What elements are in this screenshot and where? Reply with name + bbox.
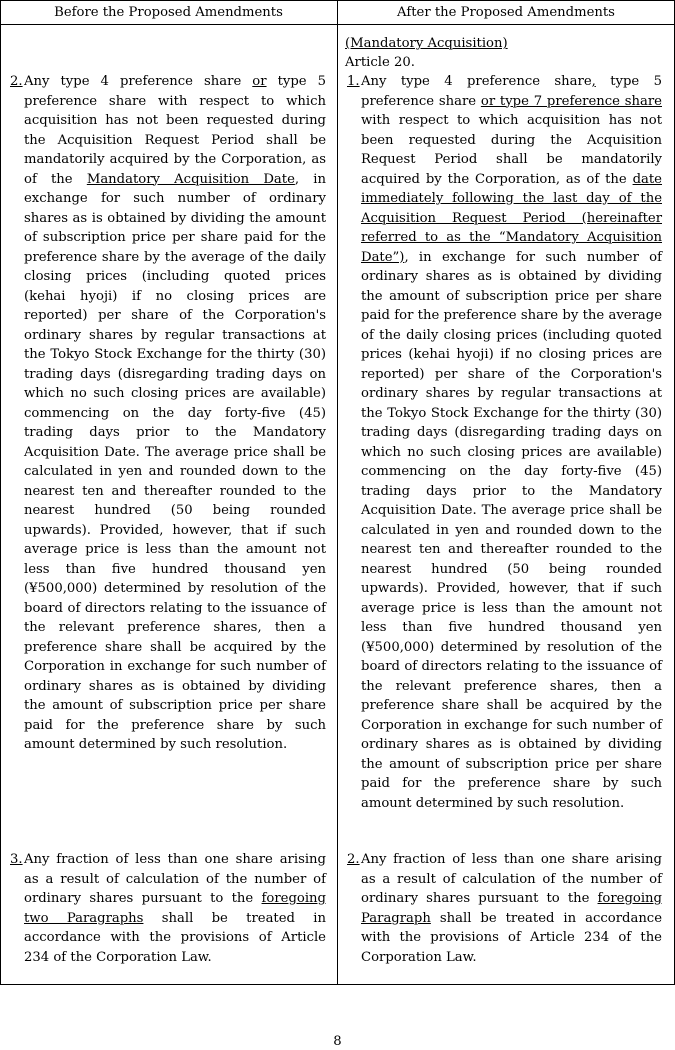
after-paragraph-2	[347, 850, 662, 967]
paragraph-number: 1.	[347, 74, 360, 89]
underlined-text: foregoing Paragraph	[361, 891, 662, 926]
text: type 5 preference share with respect to which acquisition has not been requested during the Acquisition Request Period shall be mandatorily acquired by the Corporation, as of the	[24, 74, 326, 187]
text: , in exchange for such number of ordinary shares as is obtained by dividing the amount of subscription price per share paid for the preference share by the average of the daily closing prices (including quoted prices (kehai hyoji) if no closing prices are reported) per share of the Corporation's ordinary shares by regular transactions at the Tokyo Stock Exchange for the thirty (30) trading days (disregarding trading days on which no such closing prices are available) commencing on the day forty-five (45) trading days prior to the Mandatory Acquisition Date. The average price shall be calculated in yen and rounded down to the nearest ten and thereafter rounded to the nearest hundred (50 being rounded upwards). Provided, however, that if such average price is less than the amount not less than five hundred thousand yen (¥500,000) determined by resolution of the board of directors relating to the issuance of the relevant preference shares, then a preference share shall be acquired by the Corporation in exchange for such number of ordinary shares as is obtained by dividing the amount of subscription price per share paid for the preference share by such amount determined by such resolution.	[24, 171, 326, 752]
before-paragraph-3	[10, 850, 326, 967]
column-divider	[337, 0, 338, 984]
text: shall be treated in accordance with the provisions of Article 234 of the Corporation Law.	[24, 910, 326, 965]
text: Any fraction of less than one share arising as a result of calculation of the number of ordinary shares pursuant to the	[24, 852, 326, 906]
paragraph-number: 3.	[10, 852, 23, 867]
text: Any type 4 preference share	[24, 74, 253, 89]
after-paragraph-1	[347, 72, 662, 813]
article-number: Article 20.	[345, 55, 415, 70]
header-before: Before the Proposed Amendments	[54, 5, 283, 20]
text: Any type 4 preference share	[361, 74, 592, 89]
text: Any fraction of less than one share arising as a result of calculation of the number of ordinary shares pursuant to the	[361, 852, 662, 906]
underlined-text: Mandatory Acquisition Date	[86, 171, 295, 187]
article-heading	[345, 34, 508, 54]
paragraph-number: 2.	[10, 74, 23, 89]
text: shall be treated in accordance with the provisions of Article 234 of the Corporation Law.	[361, 910, 662, 965]
page-number: 8	[333, 1034, 342, 1049]
text: , in exchange for such number of ordinary shares as is obtained by dividing the amount of subscription price per share paid for the preference share by the average of the daily closing prices (including quoted prices (kehai hyoji) if no closing prices are reported) per share of the Corporation's ordinary shares by regular transactions at the Tokyo Stock Exchange for the thirty (30) trading days (disregarding trading days on which no such closing prices are available) commencing on the day forty-five (45) trading days prior to the Mandatory Acquisition Date. The average price shall be calculated in yen and rounded down to the nearest ten and thereafter rounded to the nearest hundred (50 being rounded upwards). Provided, however, that if such average price is less than the amount not less than five hundred thousand yen (¥500,000) determined by resolution of the board of directors relating to the issuance of the relevant preference shares, then a preference share shall be acquired by the Corporation in exchange for such number of ordinary shares as is obtained by dividing the amount of subscription price per share paid for the preference share by such amount determined by such resolution.	[361, 249, 662, 811]
underlined-text: foregoing two Paragraphs	[24, 891, 326, 926]
underlined-text: or type 7 preference share	[480, 93, 662, 109]
underlined-text: date immediately following the last day of the Acquisition Request Period (hereinafter referred to as the “Mandatory Acquisition Date”)	[361, 171, 662, 265]
text: with respect to which acquisition has not been requested during the Acquisition Request Period shall be mandatorily acquired by the Corporation, as of the	[361, 113, 662, 187]
before-paragraph-2	[10, 72, 326, 755]
text: type 5 preference share	[361, 74, 662, 109]
paragraph-number: 2.	[347, 852, 360, 867]
header-rule	[0, 24, 674, 25]
heading-title: (Mandatory Acquisition)	[345, 36, 508, 51]
underlined-text: or	[252, 74, 267, 89]
underlined-text: ,	[591, 74, 596, 89]
header-after: After the Proposed Amendments	[397, 5, 615, 20]
